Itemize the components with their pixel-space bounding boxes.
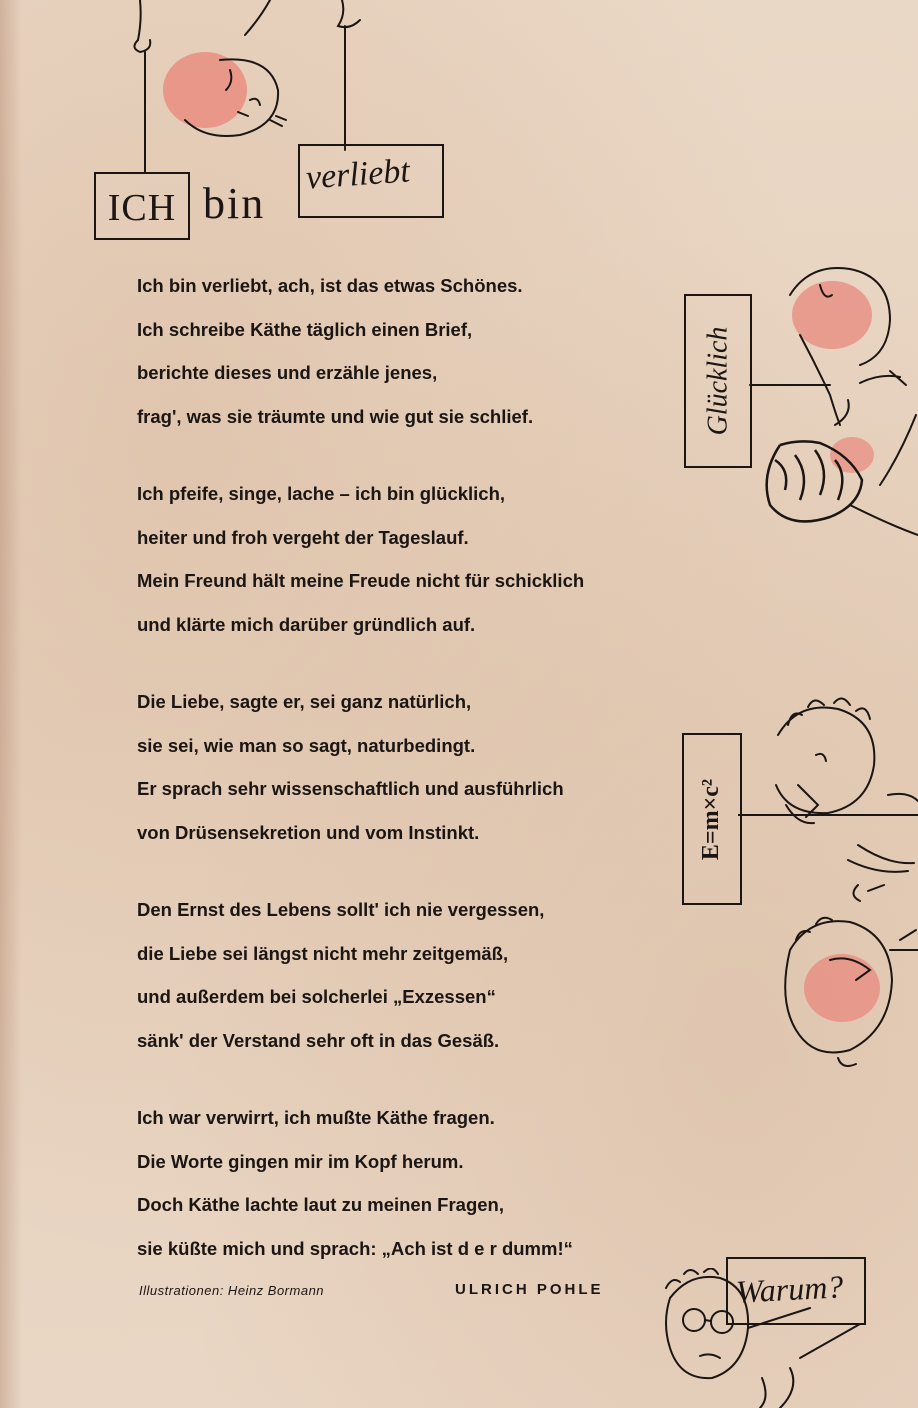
poem-line: Er sprach sehr wissenschaftlich und ausführlich	[137, 778, 564, 799]
poem-line: Mein Freund hält meine Freude nicht für schicklich	[137, 570, 585, 591]
poem-line: Doch Käthe lachte laut zu meinen Fragen,	[137, 1194, 504, 1215]
stanza	[137, 268, 657, 442]
poem-line: sänk' der Verstand sehr oft in das Gesäß.	[137, 1029, 500, 1051]
illustrator-credit: Illustrationen: Heinz Bormann	[139, 1283, 325, 1298]
poem-line: von Drüsensekretion und vom Instinkt.	[137, 821, 480, 843]
title-verliebt-box	[298, 144, 444, 218]
stanza	[137, 684, 657, 858]
poem-line: Die Liebe, sagte er, sei ganz natürlich,	[137, 691, 472, 712]
poem-line: heiter und froh vergeht der Tageslauf.	[137, 526, 469, 548]
glasses-face-illustration	[650, 1268, 860, 1408]
poem-line: und außerdem bei solcherlei „Exzessen“	[137, 986, 496, 1007]
stanza	[137, 476, 657, 650]
paper-edge-shadow	[0, 0, 22, 1408]
couple-illustration	[740, 255, 918, 555]
poem-line: Den Ernst des Lebens sollt' ich nie vergessen,	[137, 899, 545, 920]
title-bin: bin	[203, 179, 266, 228]
poem-line: und klärte mich darüber gründlich auf.	[137, 613, 476, 635]
title-ich-box	[94, 172, 190, 240]
poem-line: frag', was sie träumte und wie gut sie schlief.	[137, 405, 534, 427]
author-credit: ULRICH POHLE	[455, 1281, 604, 1298]
poem-body	[137, 268, 657, 1308]
emc-sign-text: E=m×c²	[698, 778, 725, 860]
poem-line: sie küßte mich und sprach: „Ach ist d e r dumm!“	[137, 1237, 573, 1259]
poem-line: Ich pfeife, singe, lache – ich bin glücklich,	[137, 483, 506, 504]
stanza	[137, 892, 657, 1066]
poem-line: die Liebe sei längst nicht mehr zeitgemäß,	[137, 942, 509, 964]
gluecklich-sign-text: Glücklich	[702, 326, 733, 436]
title-ich: ICH	[107, 187, 177, 229]
poem-line: sie sei, wie man so sagt, naturbedingt.	[137, 734, 476, 756]
poem-line: Ich bin verliebt, ach, ist das etwas Schönes.	[137, 275, 523, 296]
warum-sign-text: Warum?	[735, 1268, 845, 1310]
poem-line: Die Worte gingen mir im Kopf herum.	[137, 1150, 464, 1172]
poem-line: Ich war verwirrt, ich mußte Käthe fragen.	[137, 1107, 495, 1128]
stanza	[137, 1100, 657, 1274]
emc-sign	[682, 733, 742, 905]
poem-line: Ich schreibe Käthe täglich einen Brief,	[137, 318, 473, 340]
blushing-face-illustration	[760, 910, 918, 1070]
scientist-illustration	[738, 695, 918, 935]
poem-line: berichte dieses und erzähle jenes,	[137, 362, 438, 383]
title-verliebt: verliebt	[304, 152, 411, 197]
